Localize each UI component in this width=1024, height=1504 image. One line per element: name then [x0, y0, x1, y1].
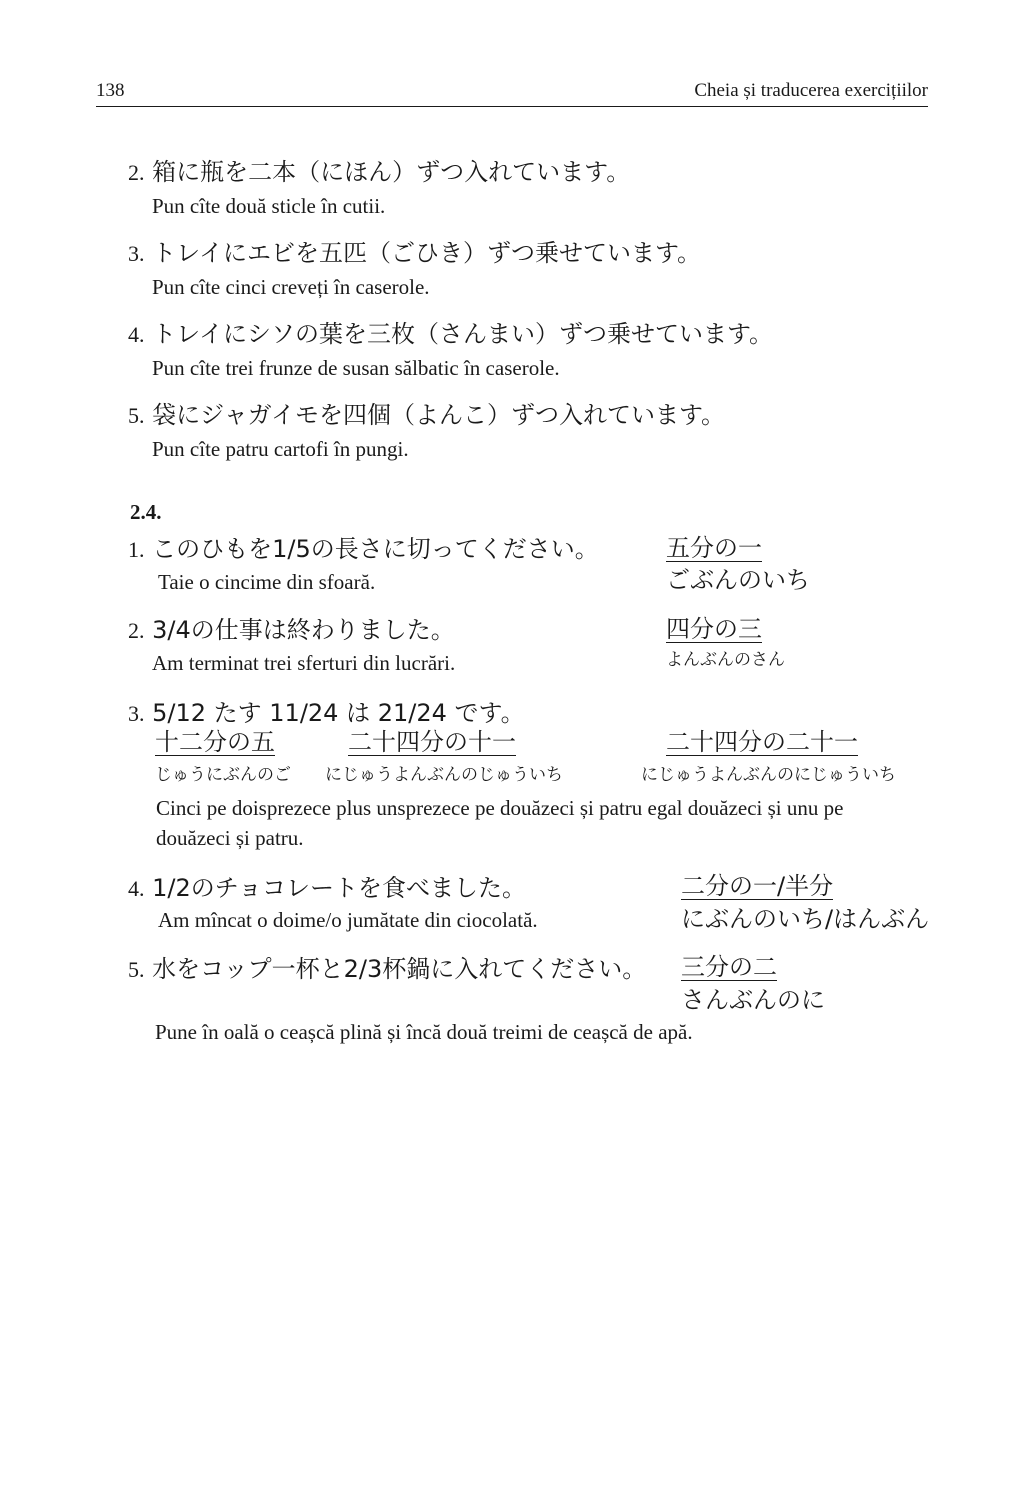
item-2-translation: Am terminat trei sferturi din lucrări.: [152, 651, 456, 675]
item-number: 1.: [128, 537, 145, 562]
item-1-japanese: [128, 537, 599, 561]
japanese-sentence: 袋にジャガイモを四個（よんこ）ずつ入れています。: [152, 401, 726, 429]
prev-item-2-translation: Pun cîte două sticle în cutii.: [152, 194, 386, 218]
item-3-kanji-fraction-1: 十二分の五: [155, 728, 275, 756]
japanese-sentence: 箱に瓶を二本（にほん）ずつ入れています。: [152, 158, 631, 186]
item-4-kanji-fraction: 二分の一/半分: [681, 872, 834, 900]
item-1-kanji-fraction: 五分の一: [666, 534, 762, 562]
item-5-translation: Pune în oală o ceașcă plină și încă două treimi de ceașcă de apă.: [155, 1020, 693, 1044]
item-3-reading-3: にじゅうよんぶんのにじゅういち: [641, 765, 896, 785]
prev-item-4-japanese: [128, 322, 773, 346]
item-3-japanese: [128, 701, 525, 725]
japanese-sentence: 3/4の仕事は終わりました。: [152, 616, 455, 644]
running-title: Cheia și traducerea exercițiilor: [694, 80, 928, 101]
section-title: 2.4.: [130, 500, 162, 524]
item-number: 2.: [128, 160, 145, 185]
item-5-japanese: [128, 957, 646, 981]
prev-item-2-japanese: [128, 160, 630, 184]
japanese-sentence: 1/2のチョコレートを食べました。: [152, 874, 527, 902]
prev-item-5-japanese: [128, 403, 725, 427]
japanese-sentence: 5/12 たす 11/24 は 21/24 です。: [152, 699, 525, 727]
item-3-reading-1: じゅうにぶんのご: [155, 765, 291, 785]
japanese-sentence: トレイにエビを五匹（ごひき）ずつ乗せています。: [152, 239, 702, 267]
prev-item-5-translation: Pun cîte patru cartofi în pungi.: [152, 437, 409, 461]
item-4-japanese: [128, 876, 526, 900]
item-3-kanji-fraction-3: 二十四分の二十一: [666, 728, 858, 756]
item-number: 3.: [128, 701, 145, 726]
item-number: 3.: [128, 241, 145, 266]
item-number: 2.: [128, 618, 145, 643]
item-3-kanji-fraction-2: 二十四分の十一: [348, 728, 516, 756]
item-2-reading: よんぶんのさん: [666, 650, 785, 670]
page-header: [96, 80, 928, 107]
japanese-sentence: このひもを1/5の長さに切ってください。: [152, 535, 599, 563]
item-1-translation: Taie o cincime din sfoară.: [158, 570, 376, 594]
page-number: 138: [96, 80, 125, 101]
item-number: 5.: [128, 957, 145, 982]
item-4-reading: にぶんのいち/はんぶん: [681, 905, 930, 933]
item-1-reading: ごぶんのいち: [666, 566, 810, 594]
item-3-translation: Cinci pe doisprezece plus unsprezece pe douăzeci și patru egal douăzeci și unu pe douăzeci și patru.: [156, 796, 844, 850]
item-number: 4.: [128, 876, 145, 901]
prev-item-3-translation: Pun cîte cinci creveți în caserole.: [152, 275, 430, 299]
japanese-sentence: トレイにシソの葉を三枚（さんまい）ずつ乗せています。: [152, 320, 774, 348]
prev-item-4-translation: Pun cîte trei frunze de susan sălbatic în caserole.: [152, 356, 560, 380]
item-5-reading: さんぶんのに: [681, 986, 825, 1014]
item-number: 5.: [128, 403, 145, 428]
japanese-sentence: 水をコップ一杯と2/3杯鍋に入れてください。: [152, 955, 647, 983]
item-2-japanese: [128, 618, 455, 642]
prev-item-3-japanese: [128, 241, 701, 265]
item-2-kanji-fraction: 四分の三: [666, 615, 762, 643]
item-5-kanji-fraction: 三分の二: [681, 953, 777, 981]
item-3-reading-2: にじゅうよんぶんのじゅういち: [325, 765, 563, 785]
item-number: 4.: [128, 322, 145, 347]
item-4-translation: Am mîncat o doime/o jumătate din ciocolată.: [158, 908, 538, 932]
